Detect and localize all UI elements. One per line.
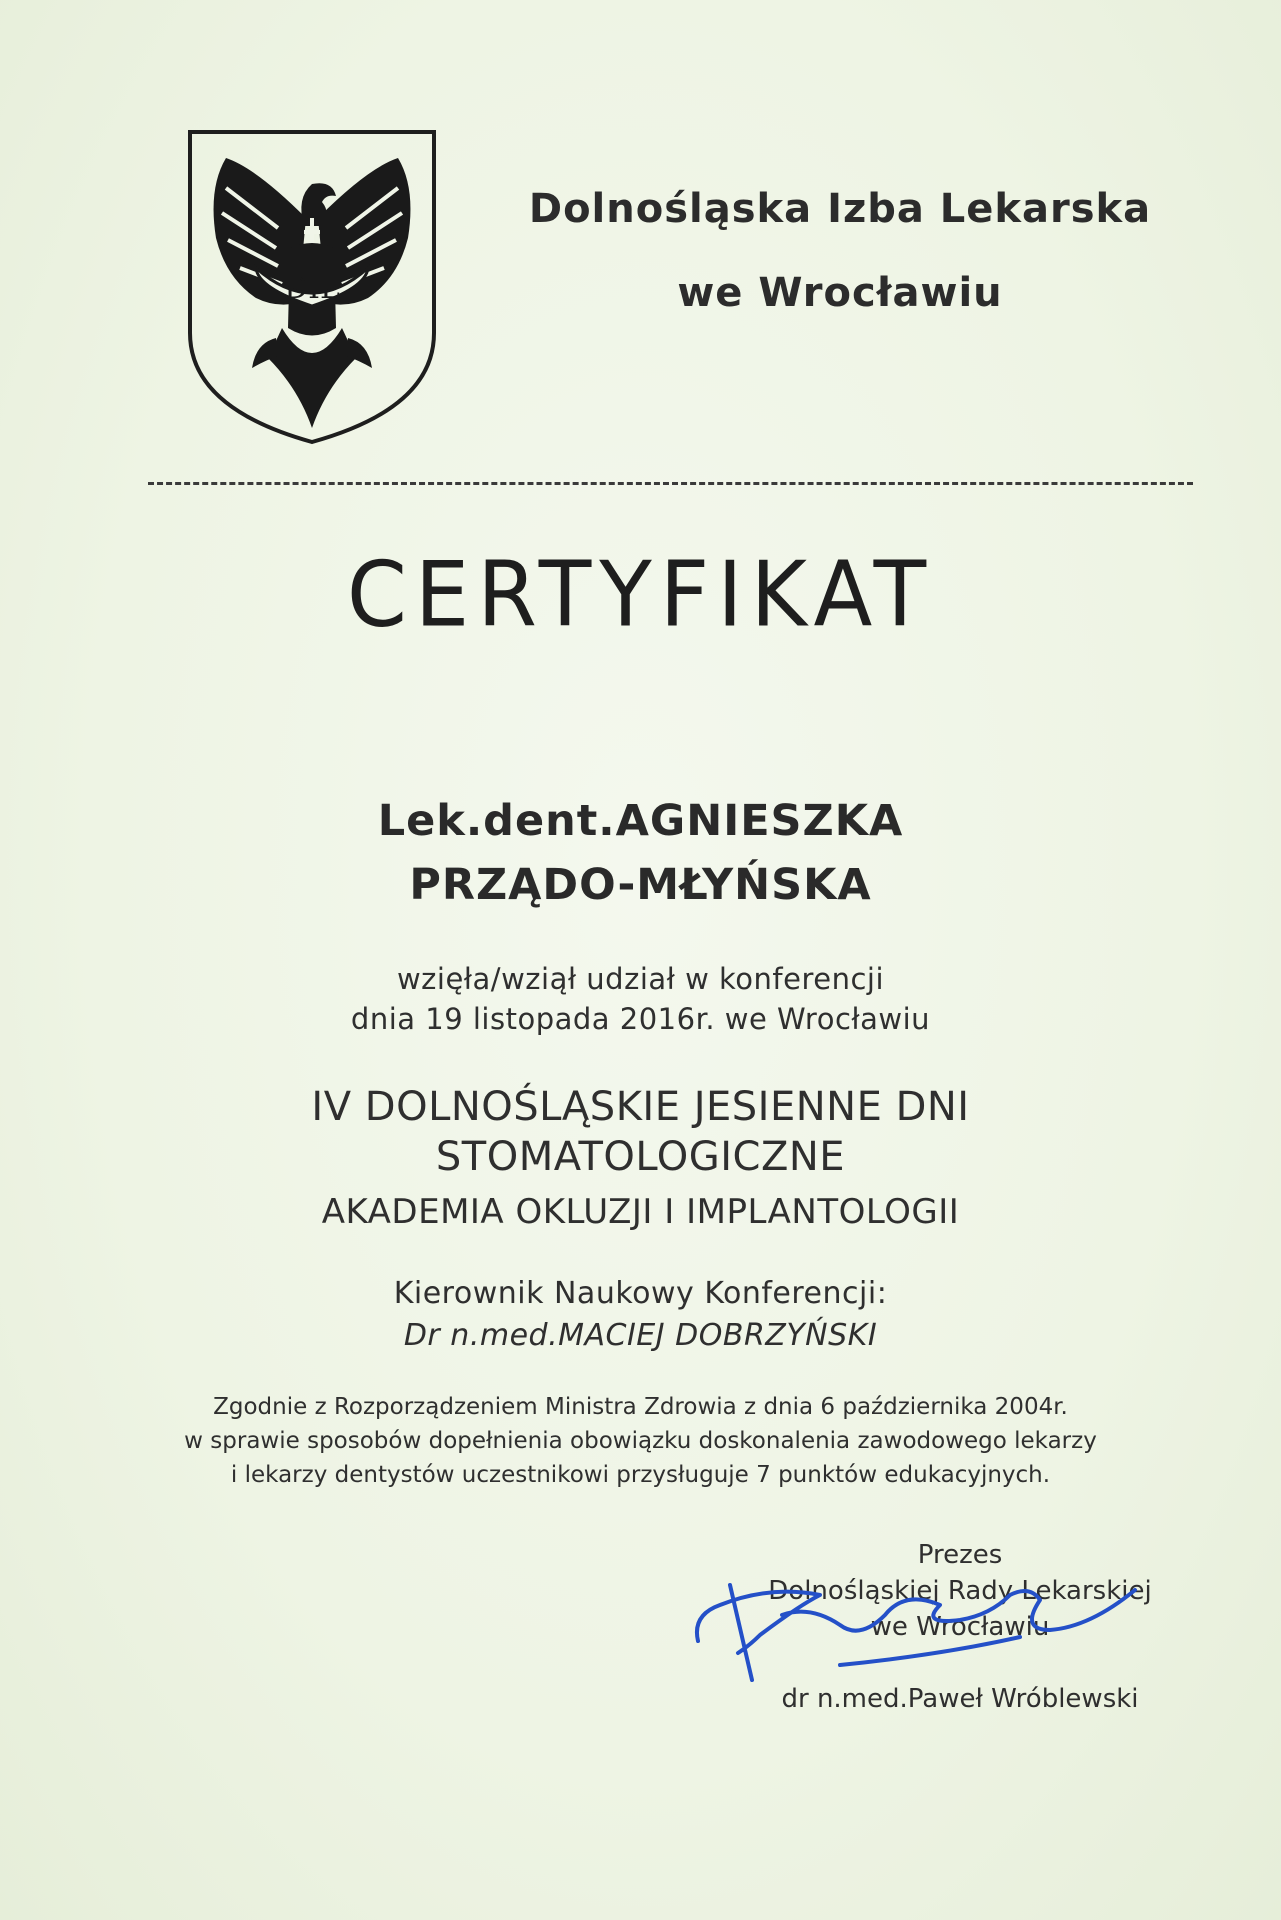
participation-date: dnia 19 listopada 2016r. we Wrocławiu xyxy=(350,1002,931,1036)
legal-text-line3: i lekarzy dentystów uczestnikowi przysługuje 7 punktów edukacyjnych. xyxy=(230,1462,1051,1488)
dashed-divider xyxy=(148,482,1193,485)
legal-text-line1: Zgodnie z Rozporządzeniem Ministra Zdrowia z dnia 6 października 2004r. xyxy=(213,1394,1068,1420)
recipient-name-line2: PRZĄDO-MŁYŃSKA xyxy=(409,860,872,910)
signatory-role-line1: Prezes xyxy=(917,1540,1003,1570)
participation-text: wzięła/wziął udział w konferencji xyxy=(396,962,885,996)
organization-city: we Wrocławiu xyxy=(677,270,1003,316)
signatory-role-line2: Dolnośląskiej Rady Lekarskiej xyxy=(768,1576,1152,1606)
logo-text: DIL xyxy=(284,271,340,306)
eagle-crest-icon xyxy=(186,128,438,446)
certificate-title: CERTYFIKAT xyxy=(346,542,935,648)
conference-title-line2: STOMATOLOGICZNE xyxy=(435,1134,846,1180)
director-name: Dr n.med.MACIEJ DOBRZYŃSKI xyxy=(403,1318,878,1353)
handwritten-signature-icon xyxy=(690,1545,1150,1685)
conference-subtitle: AKADEMIA OKLUZJI I IMPLANTOLOGII xyxy=(321,1192,960,1232)
recipient-name-line1: Lek.dent.AGNIESZKA xyxy=(377,796,904,846)
director-label: Kierownik Naukowy Konferencji: xyxy=(393,1276,888,1311)
conference-title-line1: IV DOLNOŚLĄSKIE JESIENNE DNI xyxy=(311,1084,970,1130)
signatory-name: dr n.med.Paweł Wróblewski xyxy=(781,1684,1139,1714)
legal-text-line2: w sprawie sposobów dopełnienia obowiązku doskonalenia zawodowego lekarzy xyxy=(184,1428,1097,1454)
organization-name: Dolnośląska Izba Lekarska xyxy=(528,186,1152,232)
signatory-role-line3: we Wrocławiu xyxy=(870,1612,1050,1642)
